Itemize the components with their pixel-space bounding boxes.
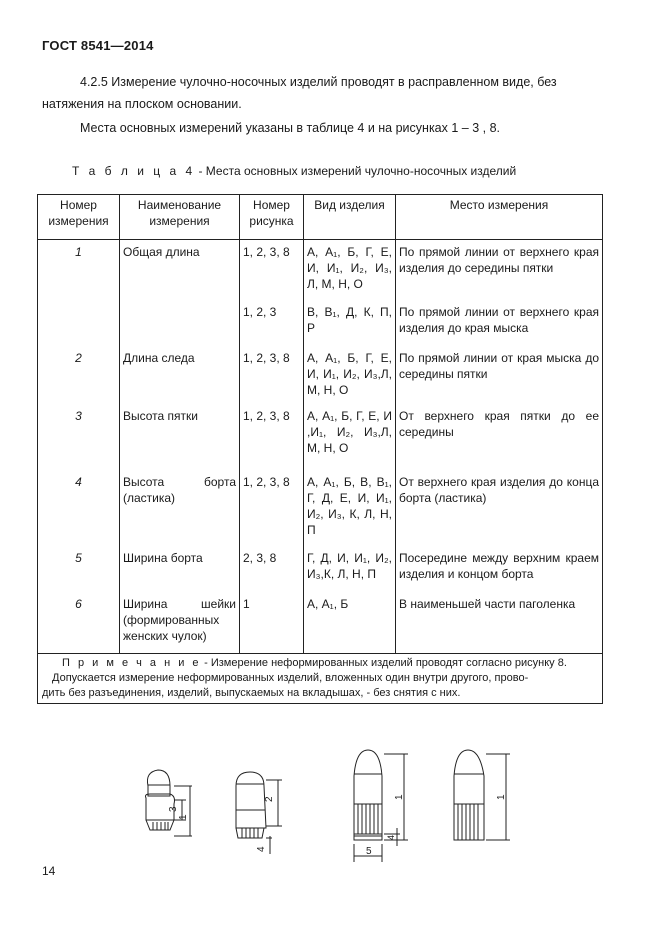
fig-c-label-1: 1 — [394, 794, 405, 800]
paragraph-measurement-places: Места основных измерений указаны в таблице 4 и на рисунках 1 – 3 , 8. — [80, 121, 501, 135]
note-line-1: - Измерение неформированных изделий проводят согласно рисунку 8. — [201, 657, 567, 669]
col-header-figure: Номер рисунка — [240, 195, 304, 240]
fig-a-label-3: 3 — [168, 806, 179, 812]
table-note — [38, 654, 603, 704]
cell-number: 1 — [38, 240, 120, 302]
cell-place: От верхнего края изделия до конца борта (ластика) — [396, 472, 603, 548]
table-row — [38, 594, 603, 654]
figure-stocking — [454, 750, 510, 840]
note-line-3: дить без разъединения, изделий, выпускаемых на вкладышах, - без снятия с них. — [42, 687, 461, 699]
cell-figure: 2, 3, 8 — [240, 548, 304, 594]
figure-sock-ankle — [236, 772, 282, 854]
cell-name — [120, 302, 240, 348]
cell-kind: А, А₁, Б, Г, Е, И, И₁, И₂, И₃, Л, М, Н, О — [304, 240, 396, 302]
measurements-table — [37, 194, 603, 704]
cell-name: Высота борта (ластика) — [120, 472, 240, 548]
table-row — [38, 548, 603, 594]
note-label: П р и м е ч а н и е — [62, 657, 202, 669]
col-header-kind: Вид изделия — [304, 195, 396, 240]
figure-sock-short — [146, 770, 193, 836]
table-row — [38, 348, 603, 406]
cell-kind: А, А₁, Б, Г, Е, И, И₁, И₂, И₃,Л, М, Н, О — [304, 348, 396, 406]
cell-kind: В, В₁, Д, К, П, Р — [304, 302, 396, 348]
cell-figure: 1, 2, 3, 8 — [240, 472, 304, 548]
cell-name: Ширина борта — [120, 548, 240, 594]
cell-name: Общая длина — [120, 240, 240, 302]
cell-figure: 1, 2, 3, 8 — [240, 348, 304, 406]
cell-name: Длина следа — [120, 348, 240, 406]
col-header-number: Номер измерения — [38, 195, 120, 240]
cell-figure: 1, 2, 3, 8 — [240, 406, 304, 472]
cell-number: 2 — [38, 348, 120, 406]
table-row — [38, 240, 603, 302]
cell-number: 3 — [38, 406, 120, 472]
page-number: 14 — [42, 864, 56, 878]
note-line-2: Допускается измерение неформированных изделий, вложенных один внутри другого, прово- — [52, 672, 529, 684]
document-header: ГОСТ 8541—2014 — [42, 38, 154, 53]
fig-a-label-1: 1 — [178, 814, 189, 820]
fig-c-label-4: 4 — [386, 834, 396, 840]
cell-number: 6 — [38, 594, 120, 654]
paragraph-4-2-5-line2: натяжения на плоском основании. — [42, 97, 242, 111]
table-row — [38, 406, 603, 472]
cell-kind: Г, Д, И, И₁, И₂, И₃,К, Л, Н, П — [304, 548, 396, 594]
cell-place: От верхнего края пятки до ее середины — [396, 406, 603, 472]
cell-name: Ширина шейки (формированных женских чулок) — [120, 594, 240, 654]
fig-b-label-2: 2 — [264, 796, 275, 802]
table-note-row — [38, 654, 603, 704]
cell-figure: 1, 2, 3, 8 — [240, 240, 304, 302]
cell-place: В наименьшей части паголенка — [396, 594, 603, 654]
col-header-name: Наименование измерения — [120, 195, 240, 240]
table-row — [38, 472, 603, 548]
fig-b-label-4: 4 — [256, 846, 267, 852]
table-caption-text: - Места основных измерений чулочно-носочных изделий — [195, 164, 517, 178]
cell-name: Высота пятки — [120, 406, 240, 472]
cell-number — [38, 302, 120, 348]
cell-number: 5 — [38, 548, 120, 594]
col-header-place: Место измерения — [396, 195, 603, 240]
table-caption — [72, 164, 516, 178]
hosiery-figures — [0, 740, 661, 870]
table-caption-label: Т а б л и ц а 4 — [72, 164, 196, 178]
cell-figure: 1, 2, 3 — [240, 302, 304, 348]
table-header-row — [38, 195, 603, 240]
cell-place: По прямой линии от верхнего края изделия до края мыска — [396, 302, 603, 348]
cell-number: 4 — [38, 472, 120, 548]
figure-stocking-dimensioned — [354, 750, 408, 862]
cell-kind: А, А₁, Б, В, В₁, Г, Д, Е, И, И₁, И₂, И₃, К, Л, Н, П — [304, 472, 396, 548]
fig-c-label-5: 5 — [366, 846, 372, 857]
fig-d-label-1: 1 — [496, 794, 507, 800]
cell-figure: 1 — [240, 594, 304, 654]
cell-place: Посередине между верхним краем изделия и концом борта — [396, 548, 603, 594]
cell-place: По прямой линии от края мыска до середины пятки — [396, 348, 603, 406]
cell-place: По прямой линии от верхнего края изделия до середины пятки — [396, 240, 603, 302]
cell-kind: А, А₁, Б — [304, 594, 396, 654]
cell-kind: А, А₁, Б, Г, Е, И ,И₁, И₂, И₃,Л, М, Н, О — [304, 406, 396, 472]
paragraph-4-2-5-line1: 4.2.5 Измерение чулочно-носочных изделий проводят в расправленном виде, без — [80, 75, 557, 89]
table-row — [38, 302, 603, 348]
